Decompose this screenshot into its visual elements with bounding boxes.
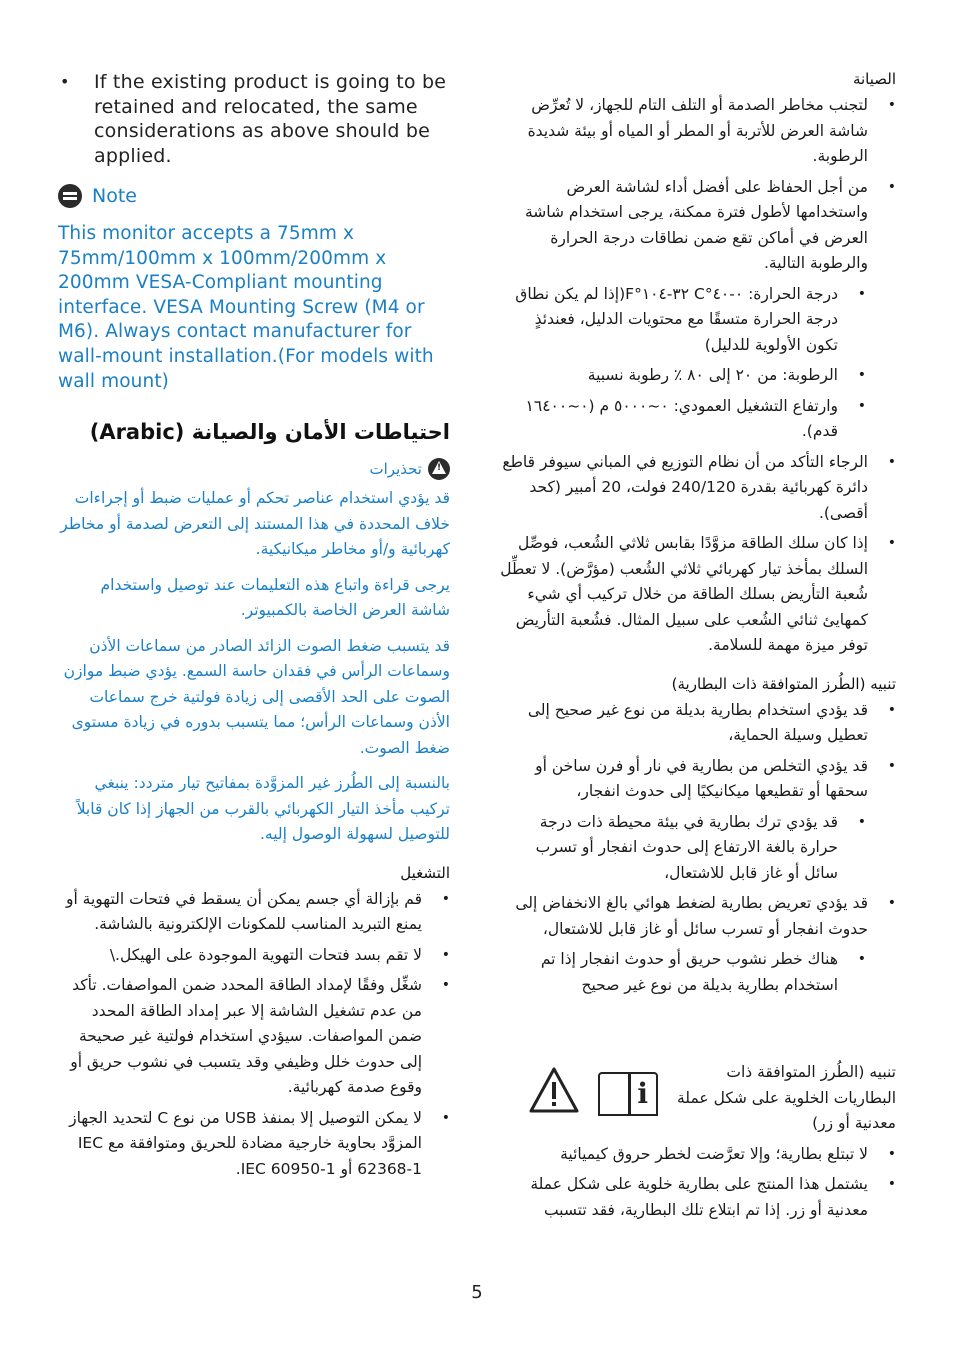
note-label: Note <box>92 185 137 207</box>
note-header <box>58 184 450 208</box>
list-item: • قد يؤدي ترك بطارية في بيئة محيطة ذات درجة حرارة بالغة الارتفاع إلى حدوث انفجار أو تسرب سائل أو غاز قابل للاشتعال، <box>500 810 896 887</box>
maintenance-heading: الصيانة <box>852 70 896 88</box>
warning-paragraph: قد يتسبب ضغط الصوت الزائد الصادر من سماعات الأذن وسماعات الرأس في فقدان حاسة السمع. يؤدي ضبط موازن الصوت على الحد الأقصى إلى زيادة فولتية خرج سماعات الأذن وسماعات الرأس؛ مما يتسبب بدوره في زيادة مستوى ضغط الصوت. <box>63 636 450 757</box>
list-item: • لا تبتلع بطارية؛ وإلا تعرَّضت لخطر حروق كيميائية <box>500 1142 896 1168</box>
coin-battery-caution <box>500 1060 896 1137</box>
list-item: • من أجل الحفاظ على أفضل أداء لشاشة العرض واستخدامها لأطول فترة ممكنة، يرجى استخدام شاشة العرض في أماكن تقع ضمن نطاقات درجة الحرارة والرطوبة التالية. <box>500 175 896 277</box>
manual-info-icon: i <box>598 1072 658 1116</box>
list-item: • إذا كان سلك الطاقة مزوَّدًا بقابس ثلاثي الشُعب، فوصِّل السلك بمأخذ تيار كهربائي ثلاثي الشُعب (مؤرَّض). لا تعطِّل شُعبة التأريض بسلك الطاقة من خلال تركيب أي شيء كمهايئ ثنائي الشُعب على سبيل المثال. فشُعبة التأريض توفر ميزة مهمة للسلامة. <box>500 531 896 659</box>
note-text: This monitor accepts a 75mm x 75mm/100mm x 100mm/200mm x 200mm VESA-Compliant mounting interface. VESA Mounting Screw (M4 or M6). Always contact manufacturer for wall-mount installation.(For models with wall mount) <box>58 223 434 392</box>
list-item: • قد يؤدي تعريض بطارية لضغط هوائي بالغ الانخفاض إلى حدوث انفجار أو تسرب سائل أو غاز قابل للاشتعال، <box>500 891 896 942</box>
warnings-label: تحذيرات <box>369 460 422 479</box>
operation-heading: التشغيل <box>400 863 450 882</box>
list-item: • شغِّل وفقًا لإمداد الطاقة المحدد ضمن المواصفات. تأكد من عدم تشغيل الشاشة إلا عبر إمداد الطاقة المحدد ضمن المواصفات. سيؤدي استخدام فولتية غير صحيحة إلى حدوث خلل وظيفي وقد يتسبب في نشوب حريق أو وقوع صدمة كهربائية. <box>58 973 450 1101</box>
battery-sublist <box>500 810 896 887</box>
battery-sublist-2 <box>500 947 896 998</box>
battery-list <box>500 698 896 805</box>
list-item: • هناك خطر نشوب حريق أو حدوث انفجار إذا تم استخدام بطارية بديلة من نوع غير صحيح <box>500 947 896 998</box>
warning-paragraph: قد يؤدي استخدام عناصر تحكم أو عمليات ضبط أو إجراءات خلاف المحددة في هذا المستند إلى التعرض لصدمة أو مخاطر كهربائية و/أو مخاطر ميكانيكية. <box>60 489 450 559</box>
warning-triangle-icon <box>528 1066 580 1114</box>
note-icon <box>58 184 82 208</box>
power-list <box>500 450 896 659</box>
list-item: • قم بإزالة أي جسم يمكن أن يسقط في فتحات التهوية أو يمنع التبريد المناسب للمكونات الإلكترونية بالشاشة. <box>58 887 450 938</box>
list-item: • لا يمكن التوصيل إلا بمنفذ USB من نوع C لتحديد الجهاز المزوَّد بحاوية خارجية مضادة للحريق ومتوافقة مع IEC 62368-1 أو IEC 60950-1. <box>58 1106 450 1183</box>
list-item: • يشتمل هذا المنتج على بطارية خلوية على شكل عملة معدنية أو زر. إذا تم ابتلاع تلك البطارية، فقد تتسبب <box>500 1172 896 1223</box>
arabic-section-title: احتياطات الأمان والصيانة (Arabic) <box>89 420 450 445</box>
battery-list-2 <box>500 891 896 942</box>
list-item: • درجة الحرارة: ٠-٤٠°C ٣٢-١٠٤°F(إذا لم يكن نطاق درجة الحرارة متسقًا مع محتويات الدليل، فعندئذٍ تكون الأولوية للدليل) <box>500 282 896 359</box>
list-item: • الرطوبة: من ٢٠ إلى ٨٠ ٪ رطوبة نسبية <box>500 363 896 389</box>
page-number: 5 <box>471 1282 483 1303</box>
english-bullet-text: If the existing product is going to be retained and relocated, the same considerations as above should be applied. <box>94 71 447 167</box>
battery-heading: تنبيه (الطُرز المتوافقة ذات البطارية) <box>671 674 896 693</box>
operation-list <box>58 887 450 1183</box>
warning-icon <box>428 458 450 480</box>
english-bullet <box>58 70 450 168</box>
list-item: • وارتفاع التشغيل العمودي: ٠~٥٠٠٠ م (٠~١٦٤٠٠ قدم). <box>500 394 896 445</box>
list-item: • لتجنب مخاطر الصدمة أو التلف التام للجهاز، لا تُعرِّض شاشة العرض للأتربة أو المطر أو المياه أو بيئة شديدة الرطوبة. <box>500 93 896 170</box>
environment-list <box>500 282 896 445</box>
warnings-header <box>58 458 450 480</box>
list-item: • قد يؤدي استخدام بطارية بديلة من نوع غير صحيح إلى تعطيل وسيلة الحماية، <box>500 698 896 749</box>
coin-battery-list <box>500 1142 896 1224</box>
bullet-dot: • <box>60 72 70 91</box>
warning-paragraph: بالنسبة إلى الطُرز غير المزوَّدة بمفاتيح تيار متردد: ينبغي تركيب مأخذ التيار الكهربائي بالقرب من الجهاز إذا كان قابلاً للتوصيل لسهولة الوصول إليه. <box>76 774 450 844</box>
list-item: • قد يؤدي التخلص من بطارية في نار أو فرن ساخن أو سحقها أو تقطيعها ميكانيكيًا إلى حدوث انفجار، <box>500 754 896 805</box>
list-item: • الرجاء التأكد من أن نظام التوزيع في المباني سيوفر قاطع دائرة كهربائية بقدرة 240/120 فولت، 20 أمبير (كحد أقصى). <box>500 450 896 527</box>
coin-caution-text: تنبيه (الطُرز المتوافقة ذات البطاريات الخلوية على شكل عملة معدنية أو زر) <box>677 1063 896 1132</box>
warning-paragraph: يرجى قراءة واتباع هذه التعليمات عند توصيل واستخدام شاشة العرض الخاصة بالكمبيوتر. <box>100 575 450 620</box>
maintenance-list <box>500 93 896 277</box>
left-column <box>58 70 450 1182</box>
right-column <box>500 70 896 1223</box>
list-item: • لا تقم بسد فتحات التهوية الموجودة على الهيكل.\ <box>58 943 450 969</box>
